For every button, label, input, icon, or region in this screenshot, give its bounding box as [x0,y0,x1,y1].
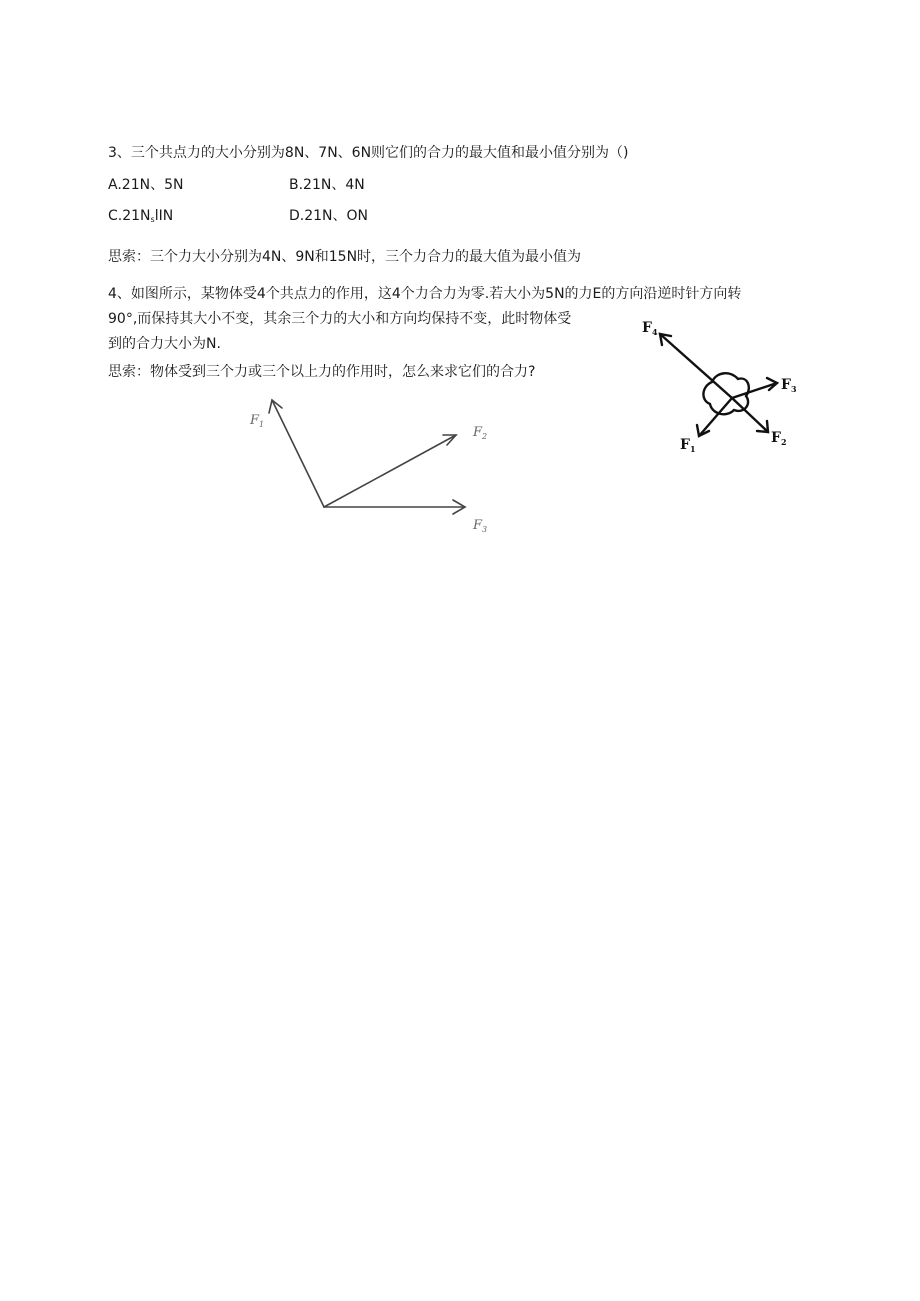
q3-stem: 3、三个共点力的大小分别为8N、7N、6N则它们的合力的最大值和最小值分别为（) [108,145,629,161]
body-f4-label: $F_4$ [642,320,658,337]
q3-option-d: D.21N、ON [289,208,369,224]
q4-line3: 到的合力大小为N. [108,336,221,352]
body-f2-label: $F_2$ [771,430,787,447]
body-f4-arrow [660,334,732,398]
q4-think: 思索：物体受到三个力或三个以上力的作用时，怎么来求它们的合力? [108,364,536,380]
q3-option-b: B.21N、4N [289,177,365,193]
q4-line1: 4、如图所示，某物体受4个共点力的作用，这4个力合力为零.若大小为5N的力E的方向沿逆时针方向转 [108,286,742,302]
body-f1-arrow [699,398,732,436]
q4-line2: 90°,而保持其大小不变，其余三个力的大小和方向均保持不变，此时物体受 [108,311,572,327]
vector-f3-label: $F_3$ [473,518,488,534]
vector-f1-label: $F_1$ [250,413,265,429]
q3-think: 思索：三个力大小分别为4N、9N和15N时，三个力合力的最大值为最小值为 [108,249,582,265]
q3-option-a: A.21N、5N [108,177,184,193]
body-f2-arrow [732,398,768,432]
q3-option-c: $C.21N_slIN$ [108,208,174,224]
vector-f2-label: $F_2$ [473,425,488,441]
body-f3-label: $F_3$ [781,377,797,394]
body-f1-label: $F_1$ [680,437,696,454]
